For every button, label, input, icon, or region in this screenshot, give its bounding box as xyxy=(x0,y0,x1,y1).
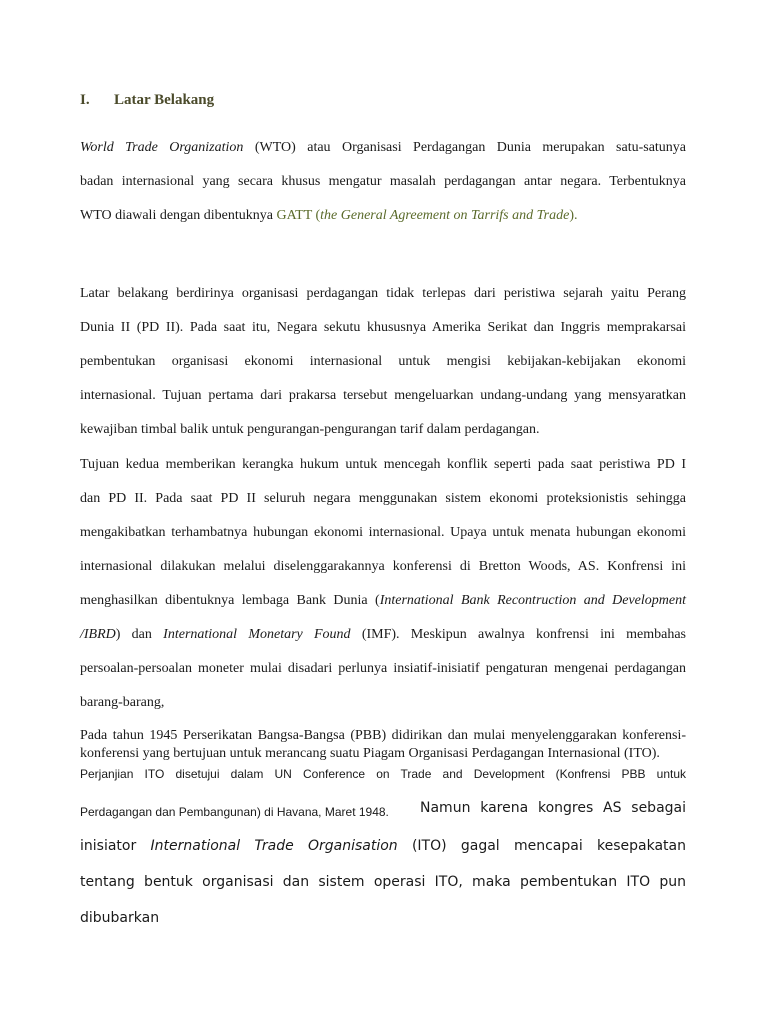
italic-term: World Trade Organization xyxy=(80,140,244,155)
text-line: dan PD II. Pada saat PD II seluruh negara menggunakan sistem ekonomi proteksionistis sehingga xyxy=(80,491,686,506)
text-run: (WTO) atau Organisasi Perdagangan Dunia merupakan satu-satunya xyxy=(243,140,687,155)
text-run: WTO diawali dengan dibentuknya xyxy=(80,208,277,223)
text-line: tentang bentuk organisasi dan sistem operasi ITO, maka pembentukan ITO pun xyxy=(80,874,686,890)
text-line: Tujuan kedua memberikan kerangka hukum untuk mencegah konflik seperti pada saat peristiwa PD I xyxy=(80,457,686,472)
text-line: konferensi yang bertujuan untuk merancang suatu Piagam Organisasi Perdagangan Internasional (ITO). xyxy=(80,746,660,761)
gatt-link xyxy=(276,208,577,223)
text-run: ). xyxy=(569,208,578,223)
text-run: inisiator xyxy=(80,838,151,854)
text-run: GATT ( xyxy=(276,208,321,223)
paragraph-wto-intro xyxy=(80,138,686,240)
text-line: mengakibatkan terhambatnya hubungan ekonomi internasional. Upaya untuk menata hubungan ekonomi xyxy=(80,525,686,540)
text-run: (IMF). Meskipun awalnya konfrensi ini membahas xyxy=(350,627,686,642)
paragraph-second-goal xyxy=(80,455,686,727)
text-line: barang-barang, xyxy=(80,695,165,710)
italic-term: the General Agreement on Tarrifs and Trade xyxy=(320,208,570,223)
text-line: Latar belakang berdirinya organisasi perdagangan tidak terlepas dari peristiwa sejarah yaitu Perang xyxy=(80,286,686,301)
text-line: Namun karena kongres AS sebagai xyxy=(420,800,686,816)
text-run: menghasilkan dibentuknya lembaga Bank Dunia ( xyxy=(80,593,380,608)
italic-term: International Bank Recontruction and Development xyxy=(379,593,686,608)
text-run: ) dan xyxy=(115,627,164,642)
text-line: Pada tahun 1945 Perserikatan Bangsa-Bangsa (PBB) didirikan dan mulai menyelenggarakan konferensi- xyxy=(80,728,686,743)
text-line xyxy=(80,625,686,659)
text-line xyxy=(80,591,686,625)
text-line: internasional dilakukan melalui diselenggarakannya konferensi di Bretton Woods, AS. Konfrensi ini xyxy=(80,559,686,574)
paragraph-background xyxy=(80,284,686,454)
text-line: Dunia II (PD II). Pada saat itu, Negara sekutu khususnya Amerika Serikat dan Inggris memprakarsai xyxy=(80,320,686,335)
text-line xyxy=(80,836,686,872)
text-line: kewajiban timbal balik untuk pengurangan-pengurangan tarif dalam perdagangan. xyxy=(80,422,540,437)
section-number: I. xyxy=(80,92,90,108)
text-line: internasional. Tujuan pertama dari prakarsa tersebut mengeluarkan undang-undang yang mensyaratkan xyxy=(80,388,686,403)
paragraph-pbb-1945 xyxy=(80,727,686,763)
text-line: Perjanjian ITO disetujui dalam UN Conference on Trade and Development (Konfrensi PBB untuk xyxy=(80,767,686,781)
section-heading xyxy=(80,92,214,109)
text-line xyxy=(80,206,686,240)
paragraph-congress-start xyxy=(420,800,686,816)
paragraph-ito-failure xyxy=(80,836,686,944)
italic-term: International Trade Organisation xyxy=(150,838,398,854)
italic-term: International Monetary Found xyxy=(163,627,351,642)
text-line: badan internasional yang secara khusus mengatur masalah perdagangan antar negara. Terbentuknya xyxy=(80,174,686,189)
text-run: (ITO) gagal mencapai kesepakatan xyxy=(397,838,686,854)
text-line: persoalan-persoalan moneter mulai disadari perlunya insiatif-inisiatif pengaturan mengenai perdagangan xyxy=(80,661,686,676)
text-line: dibubarkan xyxy=(80,910,160,926)
text-line: Perdagangan dan Pembangunan) di Havana, Maret 1948. xyxy=(80,805,389,819)
italic-term: /IBRD xyxy=(80,627,116,642)
text-line xyxy=(80,138,686,172)
section-title: Latar Belakang xyxy=(114,92,215,108)
text-line: pembentukan organisasi ekonomi internasional untuk mengisi kebijakan-kebijakan ekonomi xyxy=(80,354,686,369)
